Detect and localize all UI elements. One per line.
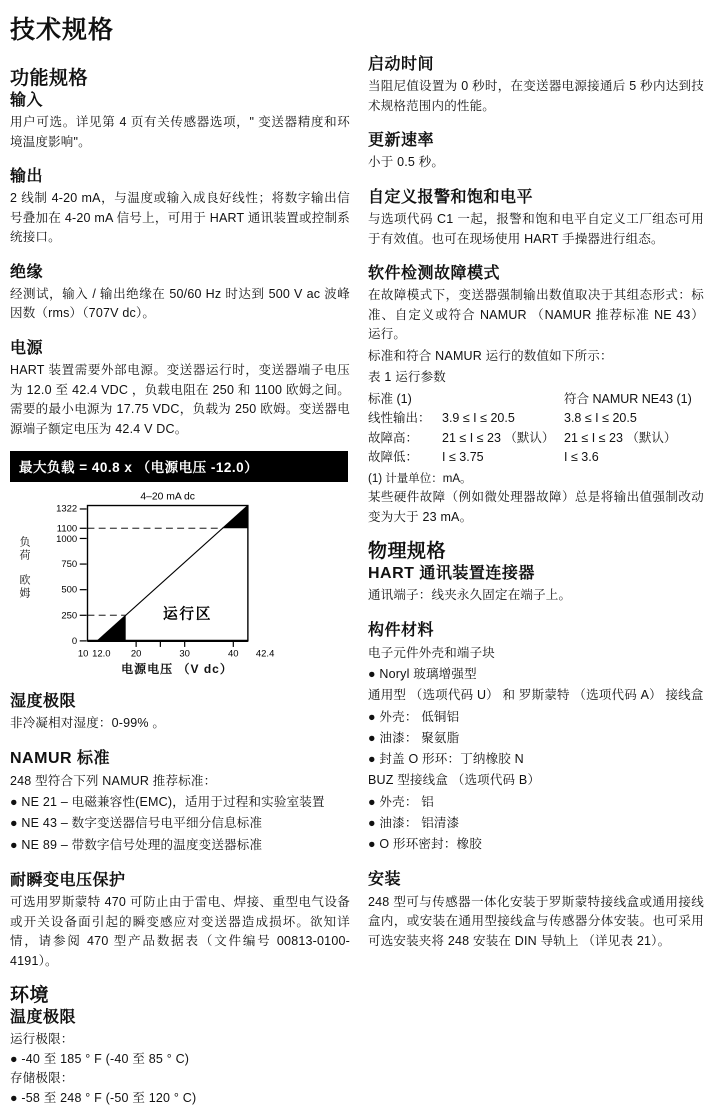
y-tick-750: 750 <box>61 559 78 571</box>
section-materials-heading: 构件材料 <box>368 621 435 639</box>
x-tick-42-4: 42.4 <box>255 648 275 660</box>
section-power-body: HART 装置需要外部电源。变送器运行时，变送器端子电压为 12.0 至 42.4 VDC ，负载电阻在 250 和 1100 欧姆之间。需要的最小电源为 17.75 VDC，负载为 250 欧姆。变送器电源端子额定电压为 42.4 V DC。 <box>10 363 350 436</box>
section-update-heading: 更新速率 <box>368 132 435 150</box>
table-row <box>368 429 704 448</box>
chart-plot-row <box>14 490 350 659</box>
materials-line: ● 封盖 O 形环：丁纳橡胶 N <box>368 752 524 767</box>
failmode-para-2: 标准和符合 NAMUR 运行的数值如下所示： <box>368 348 613 363</box>
chart-x-axis-label: 电源电压 （V dc） <box>121 662 233 677</box>
load-limit-chart <box>14 490 350 677</box>
materials-line: BUZ 型接线盒 （选项代码 B） <box>368 773 541 788</box>
page-title: 技术规格 <box>10 16 115 44</box>
heading-functional-specs: 功能规格 <box>10 68 89 89</box>
section-failmode-heading: 软件检测故障模式 <box>368 265 501 283</box>
y-tick-0: 0 <box>71 636 78 648</box>
namur-item-ne43: ● NE 43 – 数字变送器信号电平细分信息标准 <box>10 816 263 831</box>
x-tick-40: 40 <box>228 648 239 660</box>
namur-item-ne89: ● NE 89 – 带数字信号处理的温度变送器标准 <box>10 837 263 852</box>
chart-title: 4–20 mA dc <box>140 491 195 503</box>
section-hart-body: 通讯端子：线夹永久固定在端子上。 <box>368 588 572 603</box>
operating-region-label: 运行区 <box>162 606 213 623</box>
section-startup-body: 当阻尼值设置为 0 秒时，在变送器电源接通后 5 秒内达到技术规格范围内的性能。 <box>368 79 704 113</box>
section-update-body: 小于 0.5 秒。 <box>368 155 445 170</box>
namur-intro: 248 型符合下列 NAMUR 推荐标准： <box>10 773 217 788</box>
section-output-body: 2 线制 4-20 mA，与温度或输入成良好线性；将数字输出信号叠加在 4-20 mA 信号上，可用于 HART 通讯装置或控制系统接口。 <box>10 191 350 245</box>
materials-line: 通用型 （选项代码 U） 和 罗斯蒙特 （选项代码 A） 接线盒 <box>368 688 704 703</box>
y-tick-1322: 1322 <box>56 503 78 515</box>
x-tick-20: 20 <box>130 648 142 660</box>
section-humidity <box>10 692 350 734</box>
section-humidity-heading: 湿度极限 <box>10 693 77 711</box>
temp-operating-label: 运行极限： <box>10 1032 74 1047</box>
heading-physical-specs: 物理规格 <box>368 541 447 563</box>
section-insulation-body: 经测试，输入 / 输出绝缘在 50/60 Hz 时达到 500 V ac 波峰因数（rms）（707V dc）。 <box>10 286 350 321</box>
section-mounting-heading: 安装 <box>368 871 402 889</box>
section-humidity-body: 非冷凝相对湿度：0-99% 。 <box>10 716 166 731</box>
row-label: 故障低： <box>368 449 419 464</box>
section-namur-heading: NAMUR 标准 <box>10 749 110 767</box>
section-insulation-heading: 绝缘 <box>10 263 44 281</box>
materials-line: ● Noryl 玻璃增强型 <box>368 667 477 682</box>
row-standard-value: I ≤ 3.75 <box>442 449 484 464</box>
row-standard-value: 3.9 ≤ I ≤ 20.5 <box>442 411 515 426</box>
two-column-layout <box>10 54 704 1108</box>
failmode-para-1: 在故障模式下，变送器强制输出数值取决于其组态形式：标准、自定义或符合 NAMUR （NAMUR 推荐标准 NE 43） 运行。 <box>368 288 704 342</box>
temp-storage-label: 存储极限： <box>10 1071 74 1086</box>
section-alarm-body: 与选项代码 C1 一起，报警和饱和电平自定义工厂组态可用于有效值。也可在现场使用 HART 手操器进行组态。 <box>368 212 704 246</box>
section-power <box>10 339 350 439</box>
max-load-formula-bar: 最大负载 = 40.8 x （电源电压 -12.0） <box>10 451 348 482</box>
table-footnote: (1) 计量单位：mA。 <box>368 473 472 486</box>
failmode-para-4: 某些硬件故障（例如微处理器故障）总是将输出值强制改动变为大于 23 mA。 <box>368 490 704 524</box>
y-tick-1000: 1000 <box>56 534 78 546</box>
x-tick-10: 10 <box>77 648 89 660</box>
failmode-table-caption: 表 1 运行参数 <box>368 370 446 385</box>
table-header-row <box>368 390 704 409</box>
table-row <box>368 448 704 467</box>
chart-y-axis-label <box>14 536 34 614</box>
row-namur-value: 21 ≤ I ≤ 23 （默认） <box>564 430 677 445</box>
section-mounting <box>368 870 704 951</box>
right-column <box>368 54 704 1108</box>
section-namur <box>10 749 350 856</box>
operating-parameters-table <box>368 390 704 468</box>
materials-line: ● 油漆： 聚氨脂 <box>368 730 460 745</box>
section-insulation <box>10 263 350 324</box>
section-output <box>10 167 350 248</box>
section-hart-connector <box>368 564 704 606</box>
materials-line: ● O 形环密封：橡胶 <box>368 837 482 852</box>
table-header-standard: 标准 (1) <box>368 391 412 406</box>
table-row <box>368 409 704 428</box>
section-failure-mode <box>368 264 704 527</box>
section-custom-alarm <box>368 188 704 249</box>
row-standard-value: 21 ≤ I ≤ 23 （默认） <box>442 430 555 445</box>
x-tick-12: 12.0 <box>92 648 111 660</box>
section-temp-heading: 温度极限 <box>10 1009 77 1026</box>
y-tick-500: 500 <box>61 584 78 596</box>
section-alarm-heading: 自定义报警和饱和电平 <box>368 188 534 206</box>
table-header-namur: 符合 NAMUR NE43 (1) <box>564 391 692 406</box>
materials-line: ● 油漆： 铝清漆 <box>368 815 460 830</box>
chart-y-label-ohm: 欧姆 <box>18 573 30 600</box>
section-power-heading: 电源 <box>10 339 44 357</box>
y-tick-250: 250 <box>61 610 78 622</box>
row-label: 线性输出： <box>368 411 431 426</box>
row-namur-value: I ≤ 3.6 <box>564 449 599 464</box>
row-label: 故障高： <box>368 430 419 445</box>
left-column <box>10 54 350 1108</box>
y-tick-1100: 1100 <box>56 523 78 535</box>
section-input <box>10 91 350 152</box>
section-update-rate <box>368 131 704 173</box>
section-startup-time <box>368 55 704 116</box>
section-transient-protection <box>10 871 350 971</box>
materials-line: 电子元件外壳和端子块 <box>368 645 496 660</box>
row-namur-value: 3.8 ≤ I ≤ 20.5 <box>564 411 637 426</box>
temp-storage-range: ● -58 至 248 ° F (-50 至 120 ° C) <box>10 1090 197 1105</box>
section-startup-heading: 启动时间 <box>368 56 435 73</box>
section-input-heading: 输入 <box>10 91 44 109</box>
section-hart-heading: HART 通讯装置连接器 <box>368 565 535 583</box>
temp-operating-range: ● -40 至 185 ° F (-40 至 85 ° C) <box>10 1051 190 1066</box>
namur-item-ne21: ● NE 21 – 电磁兼容性(EMC)，适用于过程和实验室装置 <box>10 795 325 810</box>
section-transient-body: 可选用罗斯蒙特 470 可防止由于雷电、焊接、重型电气设备或开关设备面引起的瞬变感应对变送器造成损坏。欲知详情，请参阅 470 型产品数据表（文件编号 00813-0100-4191）。 <box>10 895 350 968</box>
section-transient-heading: 耐瞬变电压保护 <box>10 871 126 889</box>
heading-environment: 环境 <box>10 985 50 1007</box>
section-temperature-limits <box>10 1008 350 1108</box>
chart-svg <box>34 490 310 659</box>
section-input-body: 用户可选。详见第 4 页有关传感器选项，" 变送器精度和环境温度影响"。 <box>10 115 350 149</box>
section-output-heading: 输出 <box>10 168 44 186</box>
materials-line: ● 外壳： 低铜铝 <box>368 709 460 724</box>
section-mounting-body: 248 型可与传感器一体化安装于罗斯蒙特接线盒或通用接线盒内，或安装在通用型接线盒与传感器分体安装。也可采用可选安装夹将 248 安装在 DIN 导轨上 （详见表 21）。 <box>368 894 704 948</box>
x-tick-30: 30 <box>179 648 190 660</box>
chart-y-label-load: 负荷 <box>18 535 30 562</box>
section-materials <box>368 621 704 856</box>
materials-line: ● 外壳： 铝 <box>368 794 434 809</box>
